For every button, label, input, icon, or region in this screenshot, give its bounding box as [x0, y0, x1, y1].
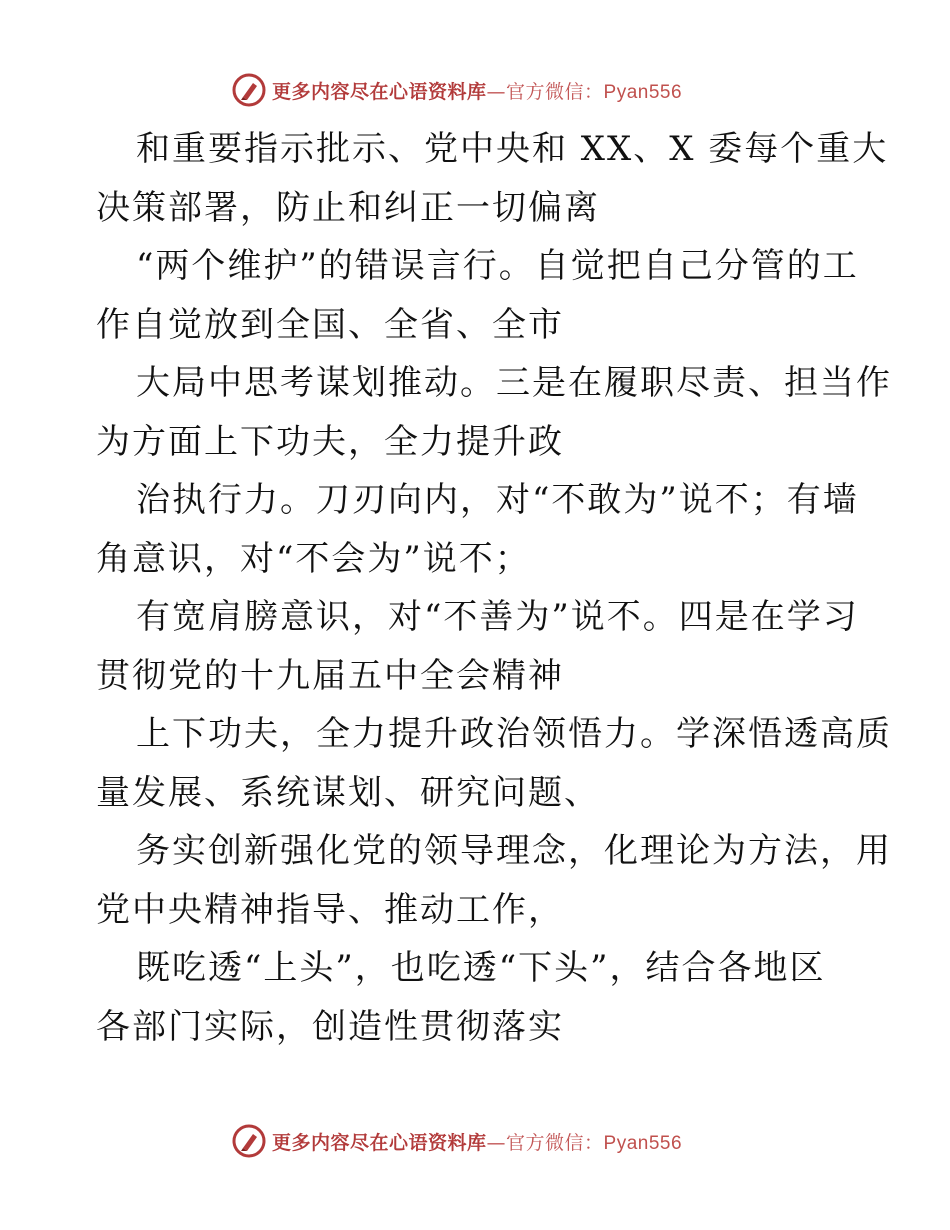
- header-banner: [232, 70, 682, 110]
- header-wechat-label: 官方微信：: [506, 80, 604, 103]
- footer-banner: [232, 1121, 682, 1161]
- body-line: 角意识，对“不会为”说不；: [96, 538, 531, 579]
- pen-nib-logo-icon: [232, 73, 266, 107]
- footer-banner-text: [272, 1128, 682, 1155]
- document-body: [96, 120, 892, 1056]
- body-line: 贯彻党的十九届五中全会精神: [96, 655, 564, 696]
- body-line: “两个维护”的错误言行。自觉把自己分管的工: [136, 246, 859, 286]
- body-line: 上下功夫，全力提升政治领悟力。学深悟透高质: [136, 714, 892, 754]
- body-line: 决策部署，防止和纠正一切偏离: [96, 187, 600, 228]
- body-line: 有宽肩膀意识，对“不善为”说不。四是在学习: [136, 597, 859, 637]
- body-line: 作自觉放到全国、全省、全市: [96, 304, 564, 345]
- body-line: 党中央精神指导、推动工作，: [96, 889, 564, 930]
- body-line: 各部门实际，创造性贯彻落实: [96, 1006, 564, 1047]
- body-line: 大局中思考谋划推动。三是在履职尽责、担当作: [136, 363, 892, 403]
- footer-separator: —: [486, 1131, 507, 1154]
- body-line: 既吃透“上头”，也吃透“下头”，结合各地区: [136, 948, 826, 988]
- body-line: 为方面上下功夫，全力提升政: [96, 421, 564, 462]
- footer-wechat-label: 官方微信：: [506, 1131, 604, 1154]
- body-line: 治执行力。刀刃向内，对“不敢为”说不；有墙: [136, 480, 859, 520]
- body-line: 量发展、系统谋划、研究问题、: [96, 772, 600, 813]
- header-brand-name: 更多内容尽在心语资料库: [272, 80, 487, 103]
- body-line: 和重要指示批示、党中央和 XX、X 委每个重大: [136, 129, 889, 169]
- footer-brand-name: 更多内容尽在心语资料库: [272, 1131, 487, 1154]
- footer-wechat-id: Pyan556: [603, 1132, 683, 1154]
- header-banner-text: [272, 77, 682, 104]
- header-separator: —: [486, 80, 507, 103]
- header-wechat-id: Pyan556: [603, 81, 683, 103]
- pen-nib-logo-icon: [232, 1124, 266, 1158]
- body-line: 务实创新强化党的领导理念，化理论为方法，用: [136, 831, 892, 871]
